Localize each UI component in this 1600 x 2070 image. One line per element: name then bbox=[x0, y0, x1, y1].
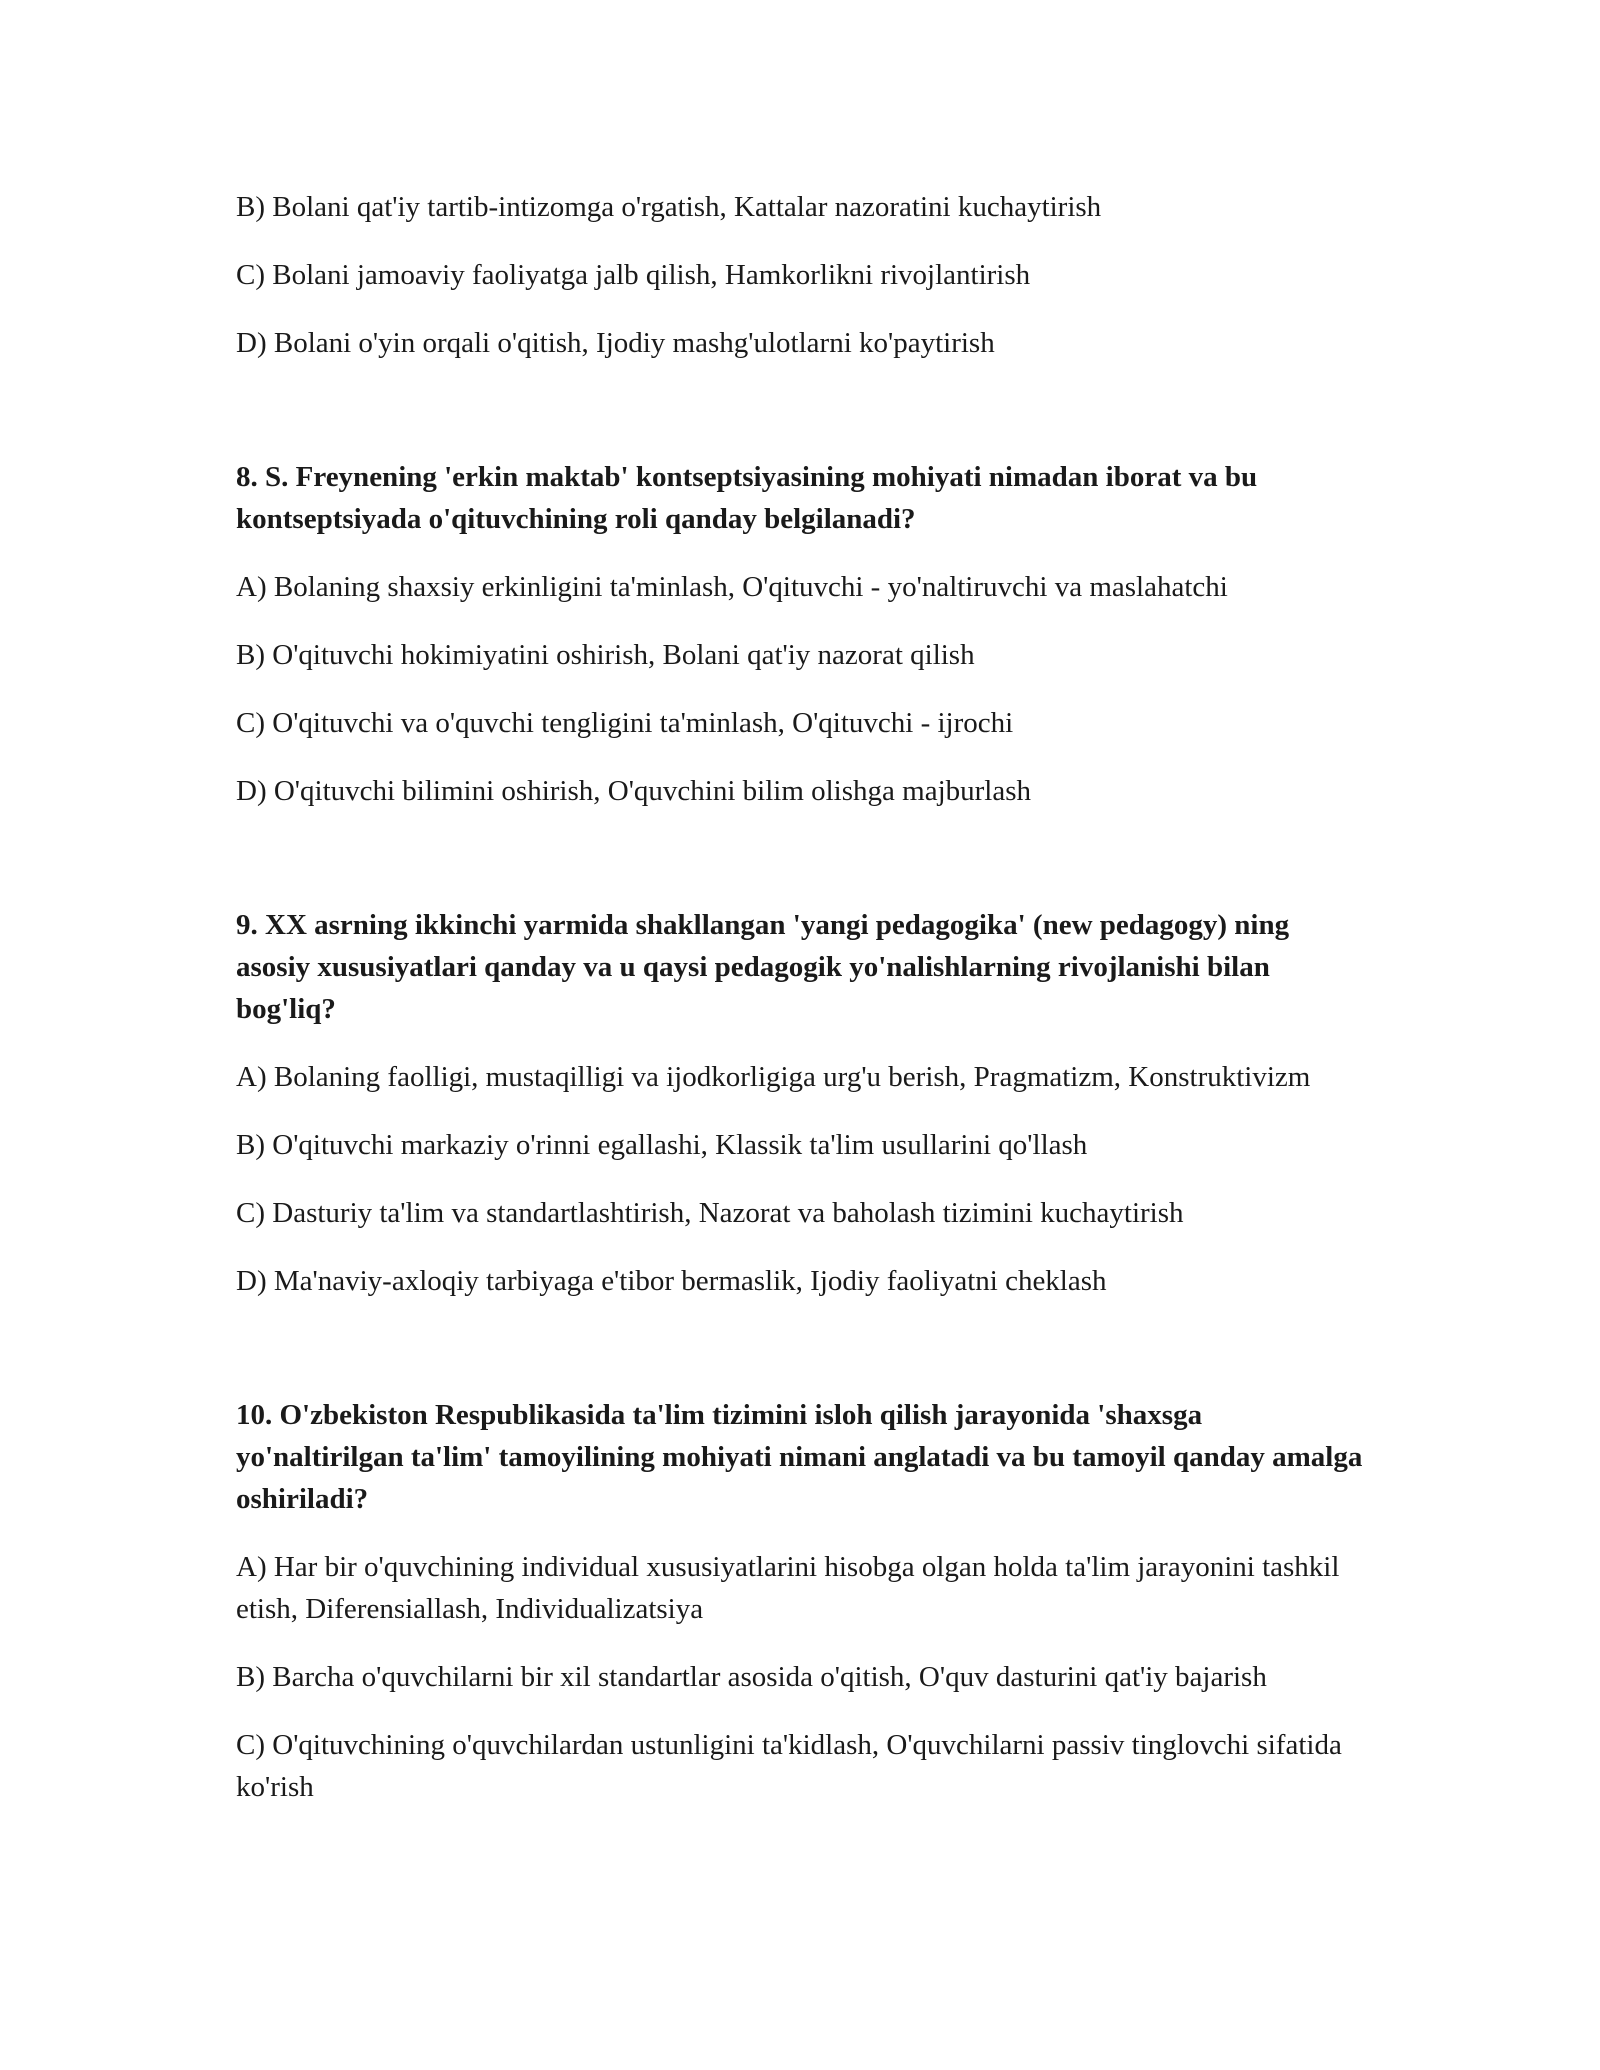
spacer bbox=[236, 390, 1366, 456]
q7-option-b: B) Bolani qat'iy tartib-intizomga o'rgatish, Kattalar nazoratini kuchaytirish bbox=[236, 191, 1102, 223]
spacer bbox=[236, 838, 1366, 904]
q9-option-c: C) Dasturiy ta'lim va standartlashtirish, Nazorat va baholash tizimini kuchaytirish bbox=[236, 1197, 1184, 1229]
q10-option-c: C) O'qituvchining o'quvchilardan ustunligini ta'kidlash, O'quvchilarni passiv tinglovchi sifatida ko'rish bbox=[236, 1729, 1342, 1803]
q8-option-d: D) O'qituvchi bilimini oshirish, O'quvchini bilim olishga majburlash bbox=[236, 775, 1032, 807]
question-9 bbox=[236, 904, 1366, 1302]
q9-option-a: A) Bolaning faolligi, mustaqilligi va ijodkorligiga urg'u berish, Pragmatizm, Konstruktivizm bbox=[236, 1061, 1311, 1093]
question-8 bbox=[236, 456, 1366, 812]
question-7-continued bbox=[236, 186, 1366, 364]
q10-option-a: A) Har bir o'quvchining individual xususiyatlarini hisobga olgan holda ta'lim jarayonini tashkil etish, Diferensiallash, Individualizatsiya bbox=[236, 1551, 1340, 1625]
q8-question-text: 8. S. Freynening 'erkin maktab' kontseptsiyasining mohiyati nimadan iborat va bu kontseptsiyada o'qituvchining roli qanday belgilanadi? bbox=[236, 461, 1258, 535]
q9-option-d: D) Ma'naviy-axloqiy tarbiyaga e'tibor bermaslik, Ijodiy faoliyatni cheklash bbox=[236, 1265, 1107, 1297]
q8-option-a: A) Bolaning shaxsiy erkinligini ta'minlash, O'qituvchi - yo'naltiruvchi va maslahatchi bbox=[236, 571, 1228, 603]
q8-option-b: B) O'qituvchi hokimiyatini oshirish, Bolani qat'iy nazorat qilish bbox=[236, 639, 975, 671]
spacer bbox=[236, 1328, 1366, 1394]
document-page bbox=[236, 186, 1366, 1834]
q10-question-text: 10. O'zbekiston Respublikasida ta'lim tizimini isloh qilish jarayonida 'shaxsga yo'naltirilgan ta'lim' tamoyilining mohiyati nimani anglatadi va bu tamoyil qanday amalga oshiriladi? bbox=[236, 1399, 1363, 1515]
q7-option-c: C) Bolani jamoaviy faoliyatga jalb qilish, Hamkorlikni rivojlantirish bbox=[236, 259, 1031, 291]
q7-option-d: D) Bolani o'yin orqali o'qitish, Ijodiy mashg'ulotlarni ko'paytirish bbox=[236, 327, 995, 359]
q8-option-c: C) O'qituvchi va o'quvchi tengligini ta'minlash, O'qituvchi - ijrochi bbox=[236, 707, 1014, 739]
q10-option-b: B) Barcha o'quvchilarni bir xil standartlar asosida o'qitish, O'quv dasturini qat'iy bajarish bbox=[236, 1661, 1267, 1693]
q9-question-text: 9. XX asrning ikkinchi yarmida shakllangan 'yangi pedagogika' (new pedagogy) ning asosiy xususiyatlari qanday va u qaysi pedagogik yo'nalishlarning rivojlanishi bilan bog'liq? bbox=[236, 909, 1290, 1025]
question-10 bbox=[236, 1394, 1366, 1808]
q9-option-b: B) O'qituvchi markaziy o'rinni egallashi, Klassik ta'lim usullarini qo'llash bbox=[236, 1129, 1088, 1161]
